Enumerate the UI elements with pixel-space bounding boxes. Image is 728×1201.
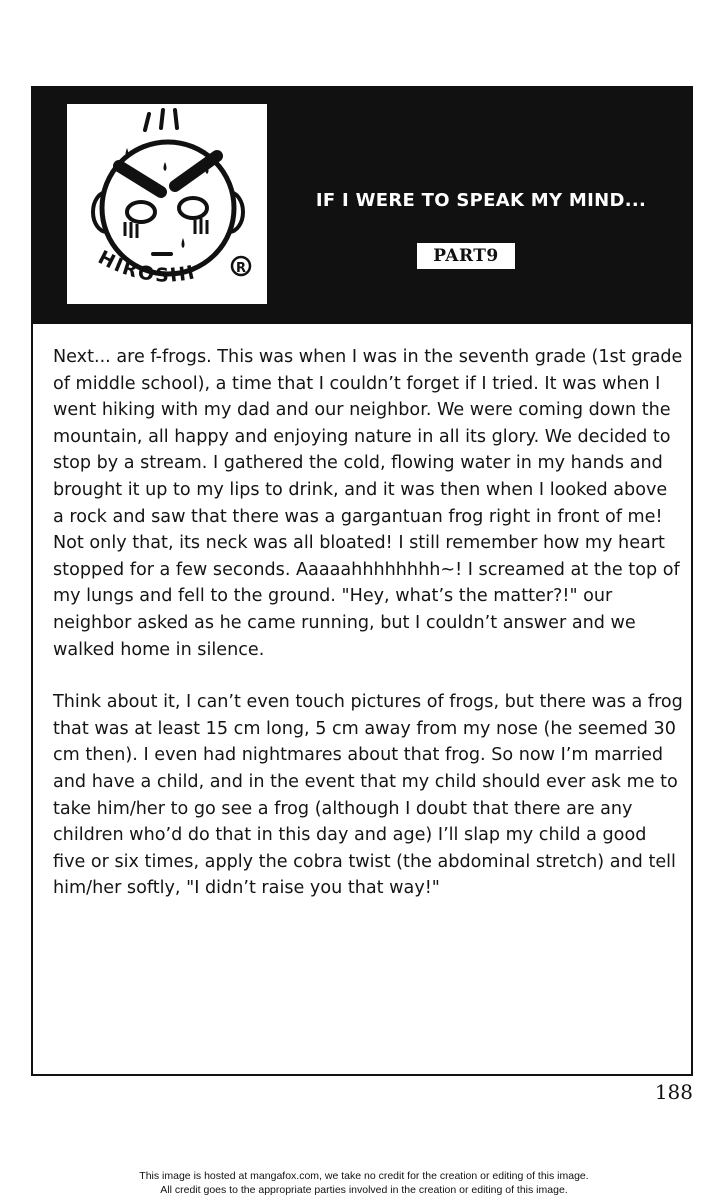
portrait-box bbox=[67, 104, 267, 304]
angry-boy-portrait-icon bbox=[67, 104, 267, 304]
part-label: PART9 bbox=[417, 243, 515, 269]
section-title: IF I WERE TO SPEAK MY MIND... bbox=[315, 190, 647, 211]
portrait-name: HIROSHI bbox=[94, 246, 199, 287]
header-bar bbox=[33, 88, 691, 324]
paragraph-2: Think about it, I can’t even touch pictures of frogs, but there was a frog that was at least 15 cm long, 5 cm away from my nose (he seemed 30 cm then). I even had nightmares about that frog. So now I’m married and have a child, and in the event that my child should ever ask me to take him/her to go see a frog (although I doubt that there are any children who’d do that in this day and age) I’ll slap my child a good five or six times, apply the cobra twist (the abdominal stretch) and tell him/her softly, "I didn’t raise you that way!" bbox=[53, 692, 683, 899]
credit-line-2: All credit goes to the appropriate parties involved in the creation or editing of this image. bbox=[160, 1184, 568, 1196]
paragraph-1: Next... are f-frogs. This was when I was in the seventh grade (1st grade of middle school), a time that I couldn’t forget if I tried. It was when I went hiking with my dad and our neighbor. We were coming down the mountain, all happy and enjoying nature in all its glory. We decided to stop by a stream. I gathered the cold, flowing water in my hands and brought it up to my lips to drink, and it was then when I looked above a rock and saw that there was a gargantuan frog right in front of me! Not only that, its neck was all bloated! I still remember how my heart stopped for a few seconds. Aaaaahhhhhhhh~! I screamed at the top of my lungs and fell to the ground. "Hey, what’s the matter?!" our neighbor asked as he came running, but I couldn’t answer and we walked home in silence. bbox=[53, 347, 683, 660]
hosting-credit bbox=[0, 1169, 728, 1197]
credit-line-1: This image is hosted at mangafox.com, we take no credit for the creation or editing of this image. bbox=[139, 1170, 589, 1182]
page-number: 188 bbox=[654, 1080, 693, 1104]
column-frame bbox=[31, 86, 693, 1076]
essay-body bbox=[53, 344, 683, 928]
svg-text:R: R bbox=[236, 261, 247, 276]
